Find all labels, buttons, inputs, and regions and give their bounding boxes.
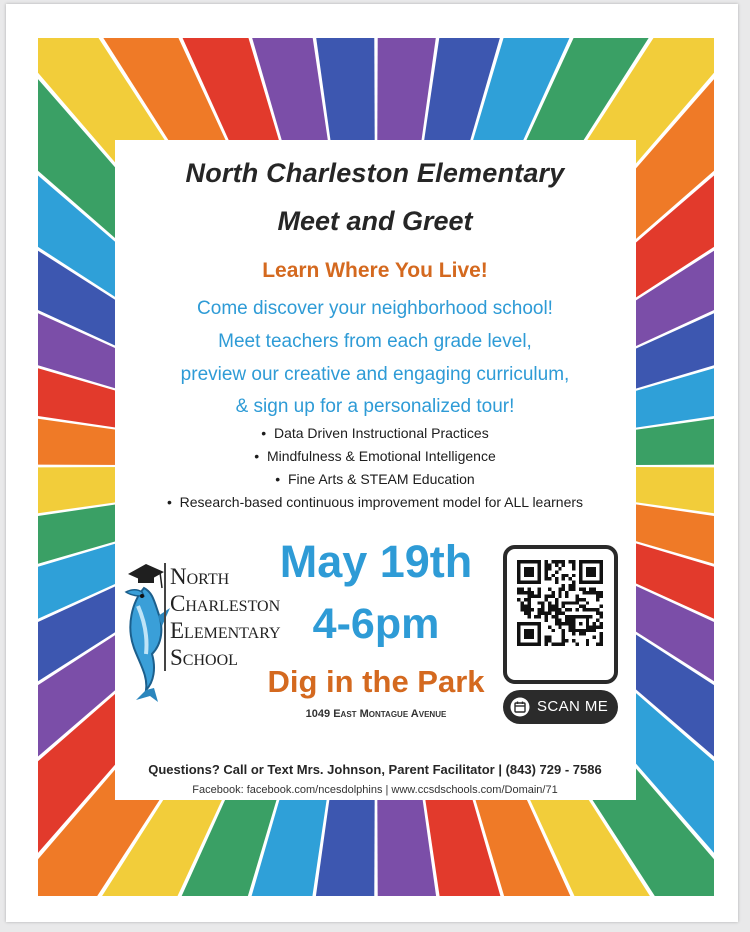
- logo-line: Charleston: [170, 591, 281, 616]
- description-line: & sign up for a personalized tour!: [235, 396, 515, 417]
- links-line: Facebook: facebook.com/ncesdolphins | www.ccsdschools.com/Domain/71: [192, 784, 558, 796]
- logo-line: North: [170, 564, 230, 589]
- bullet-item: • Fine Arts & STEAM Education: [0, 471, 750, 487]
- event-address: 1049 East Montague Avenue: [305, 708, 447, 720]
- description-line: Come discover your neighborhood school!: [197, 298, 553, 319]
- qr-code-frame[interactable]: [503, 545, 618, 684]
- qr-code-icon[interactable]: [517, 560, 603, 646]
- contact-line: Questions? Call or Text Mrs. Johnson, Parent Facilitator | (843) 729 - 7586: [148, 762, 602, 777]
- description-line: Meet teachers from each grade level,: [218, 331, 532, 352]
- scan-me-badge[interactable]: [503, 690, 618, 724]
- tagline: Learn Where You Live!: [262, 259, 488, 282]
- description-line: preview our creative and engaging curriculum,: [180, 364, 570, 385]
- logo-line: Elementary: [170, 618, 281, 643]
- logo-line: School: [170, 645, 238, 670]
- event-time: 4-6pm: [312, 600, 440, 648]
- event-date: May 19th: [279, 536, 473, 587]
- event-venue: Dig in the Park: [267, 664, 485, 699]
- calendar-icon: [510, 697, 530, 717]
- bullet-item: • Research-based continuous improvement model for ALL learners: [0, 494, 750, 510]
- flyer-title-line1: North Charleston Elementary: [185, 158, 565, 188]
- flyer-title-line2: Meet and Greet: [277, 206, 473, 236]
- bullet-item: • Data Driven Instructional Practices: [0, 425, 750, 441]
- bullet-item: • Mindfulness & Emotional Intelligence: [0, 448, 750, 464]
- scan-me-label: SCAN ME: [537, 698, 609, 715]
